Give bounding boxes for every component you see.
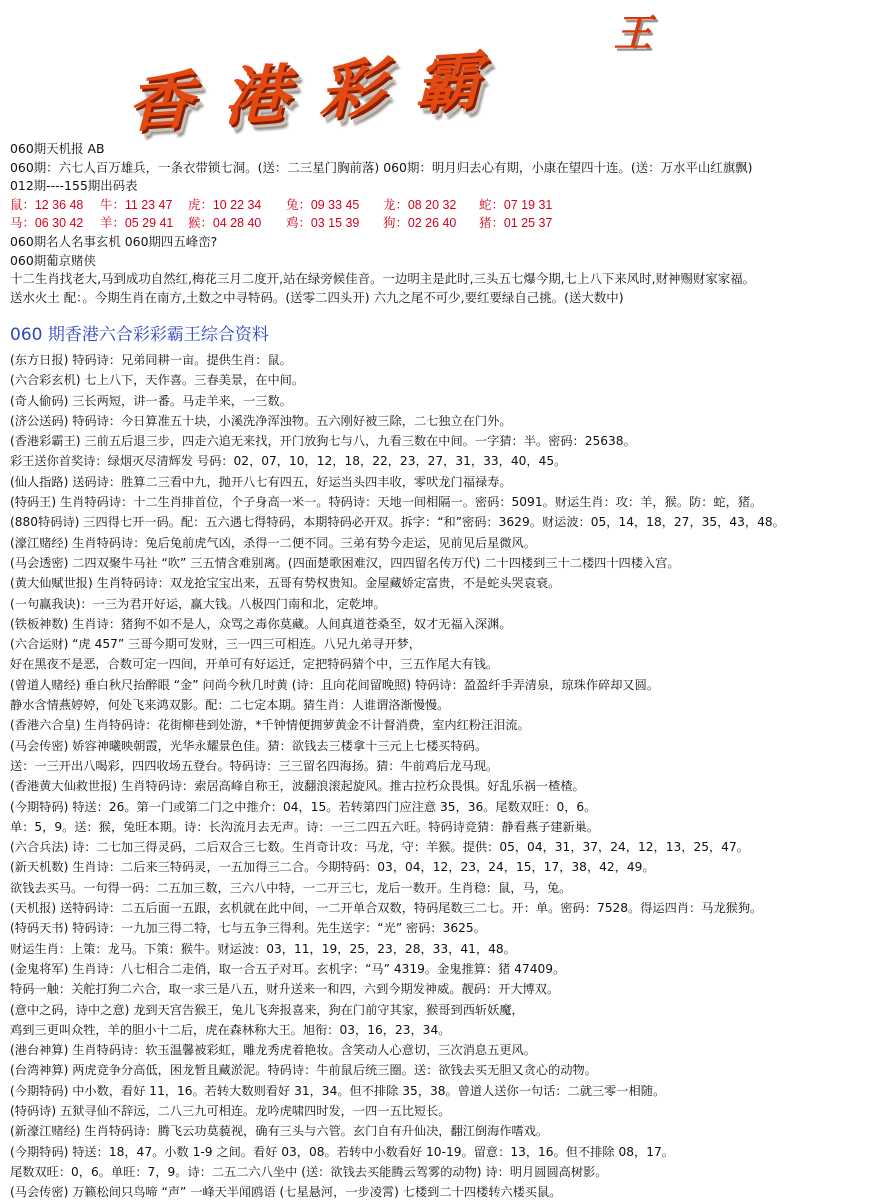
text-line: (一句赢我诀)：一三为君开好运，赢大钱。八极四门南和北，定乾坤。 bbox=[10, 596, 386, 611]
text-line: 彩王送你首奖诗：绿烟灭尽清辉发 号码：02，07，10，12，18，22，23，27，31，33，40，45。 bbox=[10, 454, 567, 469]
main-content bbox=[10, 350, 872, 1202]
text-line: (济公送码) 特码诗：今日算准五十块，小溪洗净浑浊物。五六刚好被三除，二七独立在门外。 bbox=[10, 413, 512, 428]
text-line: (今期特码) 中小数，看好 11，16。若转大数则看好 31，34。但不排除 35，38。曾道人送你一句话：二就三零一相随。 bbox=[10, 1083, 666, 1098]
text-line: 特码一触：关舵打狗二六合，取一求三是八五，财升送来一和四，六到今期发神威。靓码：开大博双。 bbox=[10, 982, 560, 997]
text-line: (奇人偷码) 三长两短，讲一番。马走羊来，一三数。 bbox=[10, 393, 292, 408]
text-line: (特码天书) 特码诗：一九加三得二特，七与五争三得利。先生送字：“光” 密码：3625。 bbox=[10, 921, 486, 936]
section-heading: 060 期香港六合彩彩霸王综合资料 bbox=[10, 325, 269, 345]
text-line: (特码诗) 五狱寻仙不辞远，二八三九可相连。龙吟虎啸四时发，一四一五比短长。 bbox=[10, 1103, 451, 1118]
zodiac-cell: 羊：05 29 41 bbox=[100, 216, 174, 231]
banner-title: 香港彩霸 bbox=[123, 40, 526, 143]
text-line: (六合兵法) 诗：二七加三得灵码，二后双合三七数。生肖奇计攻：马龙，守：羊猴。提供：05，04，31，37，24，12，13，25，47。 bbox=[10, 840, 749, 855]
text-line: 鸡到三更叫众牲，羊的胆小十二后，虎在森林称大王。旭衔：03，16，23，34。 bbox=[10, 1022, 451, 1037]
zodiac-cell: 兔：09 33 45 bbox=[286, 197, 360, 212]
text-line: (濠江赌经) 生肖特码诗：兔后兔前虎气凶，杀得一二便不同。三弟有势今走运，见前见后星微风。 bbox=[10, 535, 536, 550]
text-line: (880特码诗) 三四得七开一码。配：五六遇七得特码，本期特码必开双。拆字：“和”密码：3629。财运波：05，14，18，27，35，43，48。 bbox=[10, 515, 785, 530]
zodiac-table-row-1 bbox=[10, 196, 870, 215]
top-line-2: 060期：六七人百万雄兵，一条衣带锁七洞。(送：二三星门胸前落) 060期：明月归去心有期，小康在望四十连。(送：万水平山红旗飘) bbox=[10, 159, 753, 175]
zodiac-cell: 马：06 30 42 bbox=[10, 216, 84, 231]
banner bbox=[0, 0, 874, 143]
top-line-4: 060期名人名事玄机 060期四五峰峦? bbox=[10, 233, 218, 249]
text-line: (铁板神数) 生肖诗：猪狗不如不是人，众骂之毒你莫藏。人间真道苍桑至，奴才无福入深渊。 bbox=[10, 616, 512, 631]
text-line: (马会传密) 万籁松间只鸟啼 “声” 一峰天半闻鸥语 (七星悬河，一步凌霄) 七楼到二十四楼转六楼买鼠。 bbox=[10, 1185, 562, 1200]
banner-title-extra: 王 bbox=[611, 10, 662, 55]
top-line-3: 012期----155期出码表 bbox=[10, 178, 138, 194]
zodiac-cell: 鼠：12 36 48 bbox=[10, 197, 84, 212]
top-section bbox=[10, 140, 870, 307]
text-line: (台湾神算) 两虎竞争分高低，困龙暂且藏淤泥。特码诗：牛前鼠后统三圈。送：欲钱去买无胆又贪心的动物。 bbox=[10, 1063, 597, 1078]
text-line: (仙人指路) 送码诗：胜算二三看中九，抛开八七有四五，好运当头四丰收，零吠龙门福禄寿。 bbox=[10, 474, 512, 489]
text-line: (六合彩玄机) 七上八下，天作喜。三春美景，在中间。 bbox=[10, 373, 305, 388]
zodiac-cell: 鸡：03 15 39 bbox=[286, 216, 360, 231]
text-line: (今期特码) 特送：26。第一门或第二门之中推介：04，15。若转第四门应注意 35，36。尾数双旺：0，6。 bbox=[10, 799, 597, 814]
text-line: 尾数双旺：0，6。单旺：7，9。诗：二五二六八坐中 (送：欲钱去买能腾云驾雾的动物) 诗：明月圆圆高树影。 bbox=[10, 1164, 608, 1179]
zodiac-cell: 牛：11 23 47 bbox=[100, 197, 173, 212]
text-line: (天机报) 送特码诗：二五后面一五跟，玄机就在此中间，一二开单合双数，特码尾数三二七。开：单。密码：7528。得运四肖：马龙猴狗。 bbox=[10, 901, 763, 916]
text-line: (马会传密) 娇容神曦映朝霞，光华永耀景色佳。猜：欲钱去三楼拿十三元上七楼买特码。 bbox=[10, 738, 488, 753]
text-line: 送：一三开出八喝彩，四四收场五登台。特码诗：三三留名四海扬。猜：牛前鸡后龙马现。 bbox=[10, 758, 499, 773]
zodiac-cell: 猪：01 25 37 bbox=[479, 216, 553, 231]
text-line: (今期特码) 特送：18，47。小数 1-9 之间。看好 03，08。若转中小数看好 10-19。留意：13，16。但不排除 08，17。 bbox=[10, 1144, 674, 1159]
text-line: (六合运财) “虎 457” 三哥今期可发财，三一四三可相连。八兄九弟寻开梦， bbox=[10, 637, 421, 652]
text-line: (香港黄大仙救世报) 生肖特码诗：索居高峰自称王，波翻浪滚起旋风。推古拉朽众畏惧。好乱乐祸一楂楂。 bbox=[10, 779, 585, 794]
text-line: 财运生肖：上策：龙马。下策：猴牛。财运波：03，11，19，25，23，28，33，41，48。 bbox=[10, 941, 516, 956]
zodiac-cell: 虎：10 22 34 bbox=[188, 197, 262, 212]
text-line: 单：5，9。送：猴，兔旺本期。诗：长沟流月去无声。诗：一三二四五六旺。特码诗竞猜：静看燕子建新巢。 bbox=[10, 819, 600, 834]
text-line: 欲钱去买马。一句得一码：二五加三数，三六八中特，一二开三七，龙后一数开。生肖稳：鼠，马，兔。 bbox=[10, 880, 572, 895]
top-line-1: 060期天机报 AB bbox=[10, 141, 105, 156]
text-line: (黄大仙赋世报) 生肖特码诗：双龙抢宝宝出来，五哥有势权贵知。金屋藏娇定富贵，不是蛇头哭袁衰。 bbox=[10, 576, 561, 591]
top-line-7: 送水火土 配：。今期生肖在南方,土数之中寻特码。(送零二四头开) 六九之尾不可少,要红要绿自己挑。(送大数中) bbox=[10, 289, 624, 305]
text-line: (香港彩霸王) 三前五后退三步，四走六追无来找，开门放狗七与八，九看三数在中间。一字猜：半。密码：25638。 bbox=[10, 434, 636, 449]
zodiac-cell: 狗：02 26 40 bbox=[383, 216, 457, 231]
zodiac-table-row-2 bbox=[10, 214, 870, 233]
text-line: (金鬼将军) 生肖诗：八七相合二走俏，取一合五子对耳。玄机字：“马” 4319。金鬼推算：猪 47409。 bbox=[10, 961, 566, 976]
text-line: 好在黑夜不是恶，合数可定一四间，开单可有好运迁，定把特码猜个中，三五作尾大有钱。 bbox=[10, 657, 499, 672]
top-line-6: 十二生肖找老大,马到成功自然红,梅花三月二度开,站在绿旁候佳音。一边明主是此时,三头五七爆今期,七上八下来风时,财神赐财家家福。 bbox=[10, 271, 756, 287]
text-line: (新天机数) 生肖诗：二后来三特码灵，一五加得三二合。今期特码：03，04，12，23，24，15，17，38，42，49。 bbox=[10, 860, 655, 875]
zodiac-cell: 龙：08 20 32 bbox=[383, 197, 457, 212]
text-line: (香港六合皇) 生肖特码诗：花街柳巷到处游，*千钟情便拥萝黄金不计督消费，室内红粉汪泪流。 bbox=[10, 718, 530, 733]
top-line-5: 060期葡京赌侠 bbox=[10, 252, 96, 268]
text-line: 静水含情燕婷婷，何处飞来鸿双影。配：二七定本期。猜生肖：人谁谓洛渐慢慢。 bbox=[10, 698, 450, 713]
text-line: (港台神算) 生肖特码诗：软玉温馨被彩虹，雕龙秀虎着艳妆。含笑动人心意切，三次消息五更风。 bbox=[10, 1043, 536, 1058]
zodiac-cell: 猴：04 28 40 bbox=[188, 216, 262, 231]
zodiac-cell: 蛇：07 19 31 bbox=[479, 197, 553, 212]
text-line: (东方日报) 特码诗：兄弟同耕一亩。提供生肖：鼠。 bbox=[10, 353, 292, 367]
text-line: (曾道人赌经) 垂白秋尺抬醉眼 “金” 问尚今秋几时黄 (诗：且向花间留晚照) 特码诗：盈盈纤手弄清泉，琼珠作碎却又圆。 bbox=[10, 677, 660, 692]
text-line: (新濠江赌经) 生肖特码诗：腾飞云功莫藐视，确有三头与六管。玄门自有升仙决，翻江倒海作嗜戏。 bbox=[10, 1124, 549, 1139]
text-line: (意中之码，诗中之意) 龙到天宫告猴王，兔儿飞奔报喜来，狗在门前守其家，猴哥到西斩妖魔， bbox=[10, 1002, 524, 1017]
text-line: (特码王) 生肖特码诗：十二生肖排首位，个子身高一米一。特码诗：天地一间相隔一。密码：5091。财运生肖：攻：羊，猴。防：蛇，猪。 bbox=[10, 495, 763, 510]
text-line: (马会透密) 二四双聚牛马社 “吹” 三五情含难别离。(四面楚歌困难汉，四四留名传万代) 二十四楼到三十二楼四十四楼入宫。 bbox=[10, 555, 680, 570]
